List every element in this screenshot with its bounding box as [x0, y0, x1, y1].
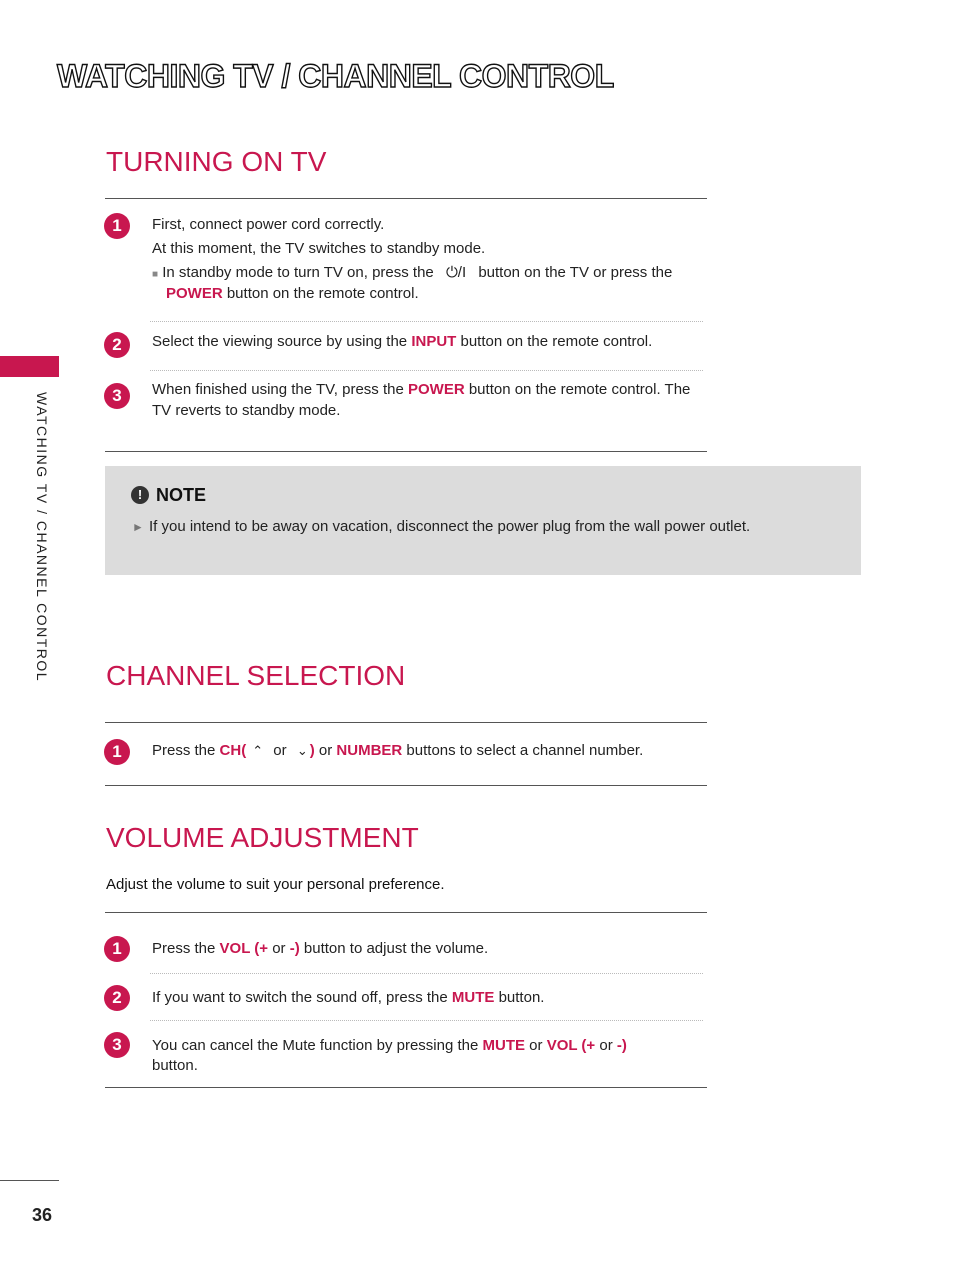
- divider: [105, 722, 707, 723]
- step-number-badge: 2: [104, 332, 130, 358]
- arrow-bullet-icon: ►: [132, 520, 144, 534]
- side-tab-label: WATCHING TV / CHANNEL CONTROL: [34, 392, 50, 683]
- page-title: WATCHING TV / CHANNEL CONTROL: [57, 58, 614, 94]
- dotted-divider: [150, 321, 703, 322]
- keyword-vol-plus: VOL (+: [546, 1037, 596, 1054]
- divider: [105, 1087, 707, 1088]
- keyword-ch: CH(: [219, 742, 247, 759]
- dotted-divider: [150, 370, 703, 371]
- divider: [105, 451, 707, 452]
- divider: [105, 198, 707, 199]
- footer-divider: [0, 1180, 59, 1181]
- section-title-volume-adjustment: VOLUME ADJUSTMENT: [106, 822, 419, 853]
- page-number: 36: [32, 1205, 53, 1225]
- note-text: If you intend to be away on vacation, disconnect the power plug from the wall power outlet.: [149, 518, 751, 535]
- step-bullet-text: ■ In standby mode to turn TV on, press the ⏻/I button on the TV or press the: [152, 264, 673, 281]
- keyword-power: POWER: [408, 381, 465, 398]
- step-text: POWER button on the remote control.: [166, 285, 419, 302]
- side-tab-marker: [0, 356, 59, 377]
- step-number-badge: 1: [104, 213, 130, 239]
- note-heading: NOTE: [156, 485, 207, 505]
- exclamation-icon: !: [131, 486, 149, 504]
- square-bullet-icon: ■: [152, 269, 159, 280]
- step-text: If you want to switch the sound off, press the MUTE button.: [152, 989, 545, 1006]
- chevron-down-icon: ⌄: [296, 743, 308, 758]
- step-text: TV reverts to standby mode.: [152, 402, 341, 419]
- keyword-input: INPUT: [411, 333, 457, 350]
- step-text: Press the VOL (+ or -) button to adjust the volume.: [152, 940, 489, 957]
- divider: [105, 785, 707, 786]
- keyword-close-paren: ): [309, 742, 315, 759]
- section-title-turning-on: TURNING ON TV: [106, 146, 327, 177]
- step-number-badge: 2: [104, 985, 130, 1011]
- keyword-vol-plus: VOL (+: [219, 940, 269, 957]
- step-number-badge: 1: [104, 739, 130, 765]
- section-title-channel-selection: CHANNEL SELECTION: [106, 660, 406, 691]
- step-text: Press the CH( ⌃ or ⌄ ) or NUMBER buttons to select a channel number.: [152, 742, 644, 759]
- step-number-badge: 3: [104, 383, 130, 409]
- keyword-number: NUMBER: [336, 742, 403, 759]
- step-text: You can cancel the Mute function by pressing the MUTE or VOL (+ or -): [152, 1037, 627, 1054]
- divider: [105, 912, 707, 913]
- step-text: When finished using the TV, press the POWER button on the remote control. The: [152, 381, 691, 398]
- chevron-up-icon: ⌃: [252, 743, 264, 758]
- step-text: Select the viewing source by using the INPUT button on the remote control.: [152, 333, 653, 350]
- dotted-divider: [150, 973, 703, 974]
- step-number-badge: 3: [104, 1032, 130, 1058]
- step-text: At this moment, the TV switches to standby mode.: [152, 240, 486, 257]
- dotted-divider: [150, 1020, 703, 1021]
- keyword-power: POWER: [166, 285, 223, 302]
- step-number-badge: 1: [104, 936, 130, 962]
- power-icon: ⏻/I: [445, 264, 467, 281]
- keyword-mute: MUTE: [482, 1037, 525, 1054]
- keyword-mute: MUTE: [451, 989, 495, 1006]
- step-text: button.: [152, 1057, 198, 1074]
- step-text: First, connect power cord correctly.: [152, 216, 385, 233]
- section-intro: Adjust the volume to suit your personal preference.: [106, 876, 445, 893]
- keyword-minus: -): [616, 1037, 627, 1054]
- keyword-minus: -): [289, 940, 300, 957]
